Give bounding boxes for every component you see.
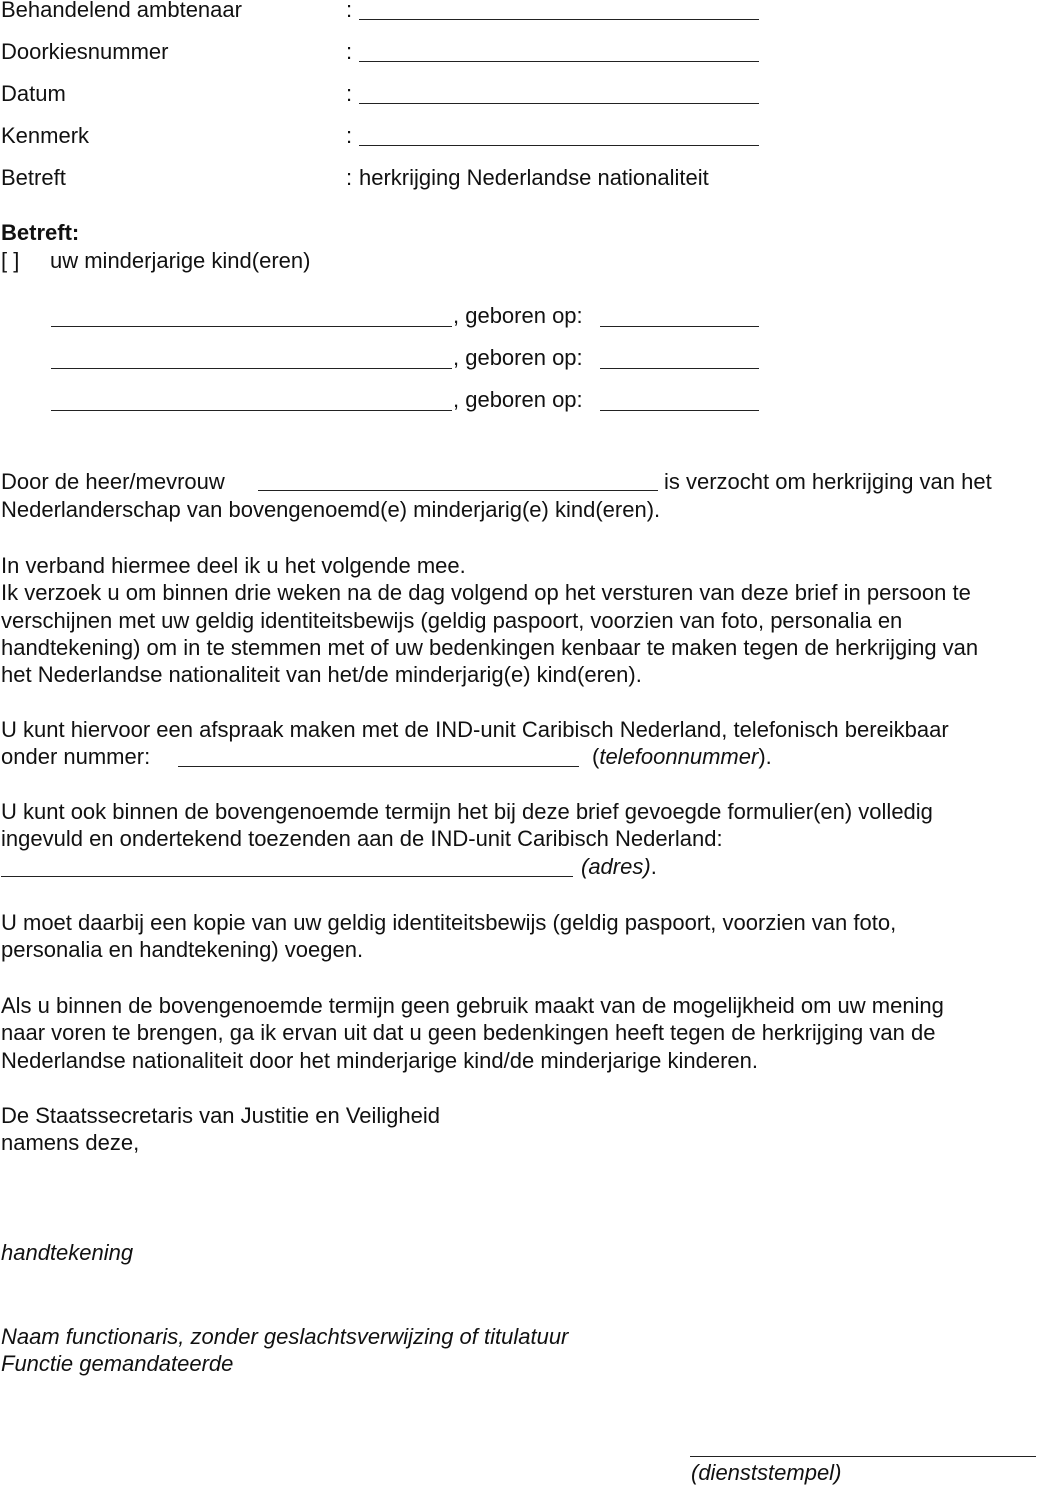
address-hint: (adres). xyxy=(581,854,657,879)
field-input-line-doorkiesnummer xyxy=(359,61,759,62)
paragraph-line: U moet daarbij een kopie van uw geldig identiteitsbewijs (geldig paspoort, voorzien van foto, xyxy=(1,910,897,935)
field-label-betreft: Betreft xyxy=(1,165,66,190)
request-text-before: Door de heer/mevrouw xyxy=(1,469,225,494)
paragraph-line: Nederlandse nationaliteit door het minderjarige kind/de minderjarige kinderen. xyxy=(1,1047,759,1073)
child-birthdate-line xyxy=(600,326,759,327)
checkbox-label: uw minderjarige kind(eren) xyxy=(50,248,311,273)
paragraph-line: In verband hiermee deel ik u het volgende mee. xyxy=(1,553,466,578)
stamp-hint: (dienststempel) xyxy=(691,1460,842,1485)
phone-number-line xyxy=(178,766,579,767)
field-value-betreft: herkrijging Nederlandse nationaliteit xyxy=(359,165,709,190)
child-name-line xyxy=(51,368,452,369)
official-function-hint: Functie gemandateerde xyxy=(1,1351,234,1377)
paragraph-kopie xyxy=(1,909,1063,964)
paragraph-line: personalia en handtekening) voegen. xyxy=(1,937,364,963)
requester-name-line xyxy=(258,490,658,491)
child-birthdate-line xyxy=(600,368,759,369)
field-colon: : xyxy=(346,81,353,106)
request-text-after: is verzocht om herkrijging van het xyxy=(664,469,992,494)
field-colon: : xyxy=(346,123,353,148)
paragraph-line: ingevuld en ondertekend toezenden aan de IND-unit Caribisch Nederland: xyxy=(1,826,723,851)
phone-hint: (telefoonnummer). xyxy=(592,744,772,769)
closing-line: De Staatssecretaris van Justitie en Veiligheid xyxy=(1,1103,441,1128)
field-label-doorkiesnummer: Doorkiesnummer xyxy=(1,39,169,64)
field-input-line-kenmerk xyxy=(359,145,759,146)
closing-line: namens deze, xyxy=(1,1130,140,1156)
field-label-datum: Datum xyxy=(1,81,66,106)
checkbox[interactable]: [ ] xyxy=(1,248,20,273)
closing xyxy=(1,1102,1063,1157)
field-label-behandelend-ambtenaar: Behandelend ambtenaar xyxy=(1,0,242,22)
paragraph-mededeling xyxy=(1,552,1063,688)
paragraph-line: Als u binnen de bovengenoemde termijn geen gebruik maakt van de mogelijkheid om uw mening xyxy=(1,993,944,1018)
child-name-line xyxy=(51,326,452,327)
paragraph-line: handtekening) om in te stemmen met of uw bedenkingen kenbaar te maken tegen de herkrijging van xyxy=(1,634,979,660)
paragraph-line: het Nederlandse nationaliteit van het/de minderjarig(e) kind(eren). xyxy=(1,662,642,688)
paragraph-line: U kunt hiervoor een afspraak maken met de IND-unit Caribisch Nederland, telefonisch bereikbaar xyxy=(1,717,949,742)
paragraph-line: Ik verzoek u om binnen drie weken na de dag volgend op het versturen van deze brief in persoon te xyxy=(1,580,971,606)
signature-hint: handtekening xyxy=(1,1240,134,1265)
official-name-hint: Naam functionaris, zonder geslachtsverwijzing of titulatuur xyxy=(1,1324,569,1349)
field-label-kenmerk: Kenmerk xyxy=(1,123,90,148)
child-birthdate-line xyxy=(600,410,759,411)
official-block xyxy=(1,1323,1063,1378)
betreft-heading: Betreft: xyxy=(1,220,80,245)
field-colon: : xyxy=(346,165,353,190)
paragraph-line: U kunt ook binnen de bovengenoemde termijn het bij deze brief gevoegde formulier(en) volledig xyxy=(1,799,933,824)
phone-label: onder nummer: xyxy=(1,744,151,769)
child-born-label: , geboren op: xyxy=(453,345,583,370)
paragraph-line: naar voren te brengen, ga ik ervan uit dat u geen bedenkingen heeft tegen de herkrijging van de xyxy=(1,1020,936,1046)
field-colon: : xyxy=(346,39,353,64)
stamp-line xyxy=(690,1456,1036,1457)
request-text-line2: Nederlanderschap van bovengenoemd(e) minderjarig(e) kind(eren). xyxy=(1,497,661,522)
paragraph-line: verschijnen met uw geldig identiteitsbewijs (geldig paspoort, voorzien van foto, personalia en xyxy=(1,607,903,633)
paragraph-termijn xyxy=(1,992,1063,1074)
field-input-line-datum xyxy=(359,103,759,104)
child-name-line xyxy=(51,410,452,411)
child-born-label: , geboren op: xyxy=(453,387,583,412)
child-born-label: , geboren op: xyxy=(453,303,583,328)
address-line xyxy=(1,876,573,877)
field-colon: : xyxy=(346,0,353,22)
field-input-line-behandelend-ambtenaar xyxy=(359,19,759,20)
